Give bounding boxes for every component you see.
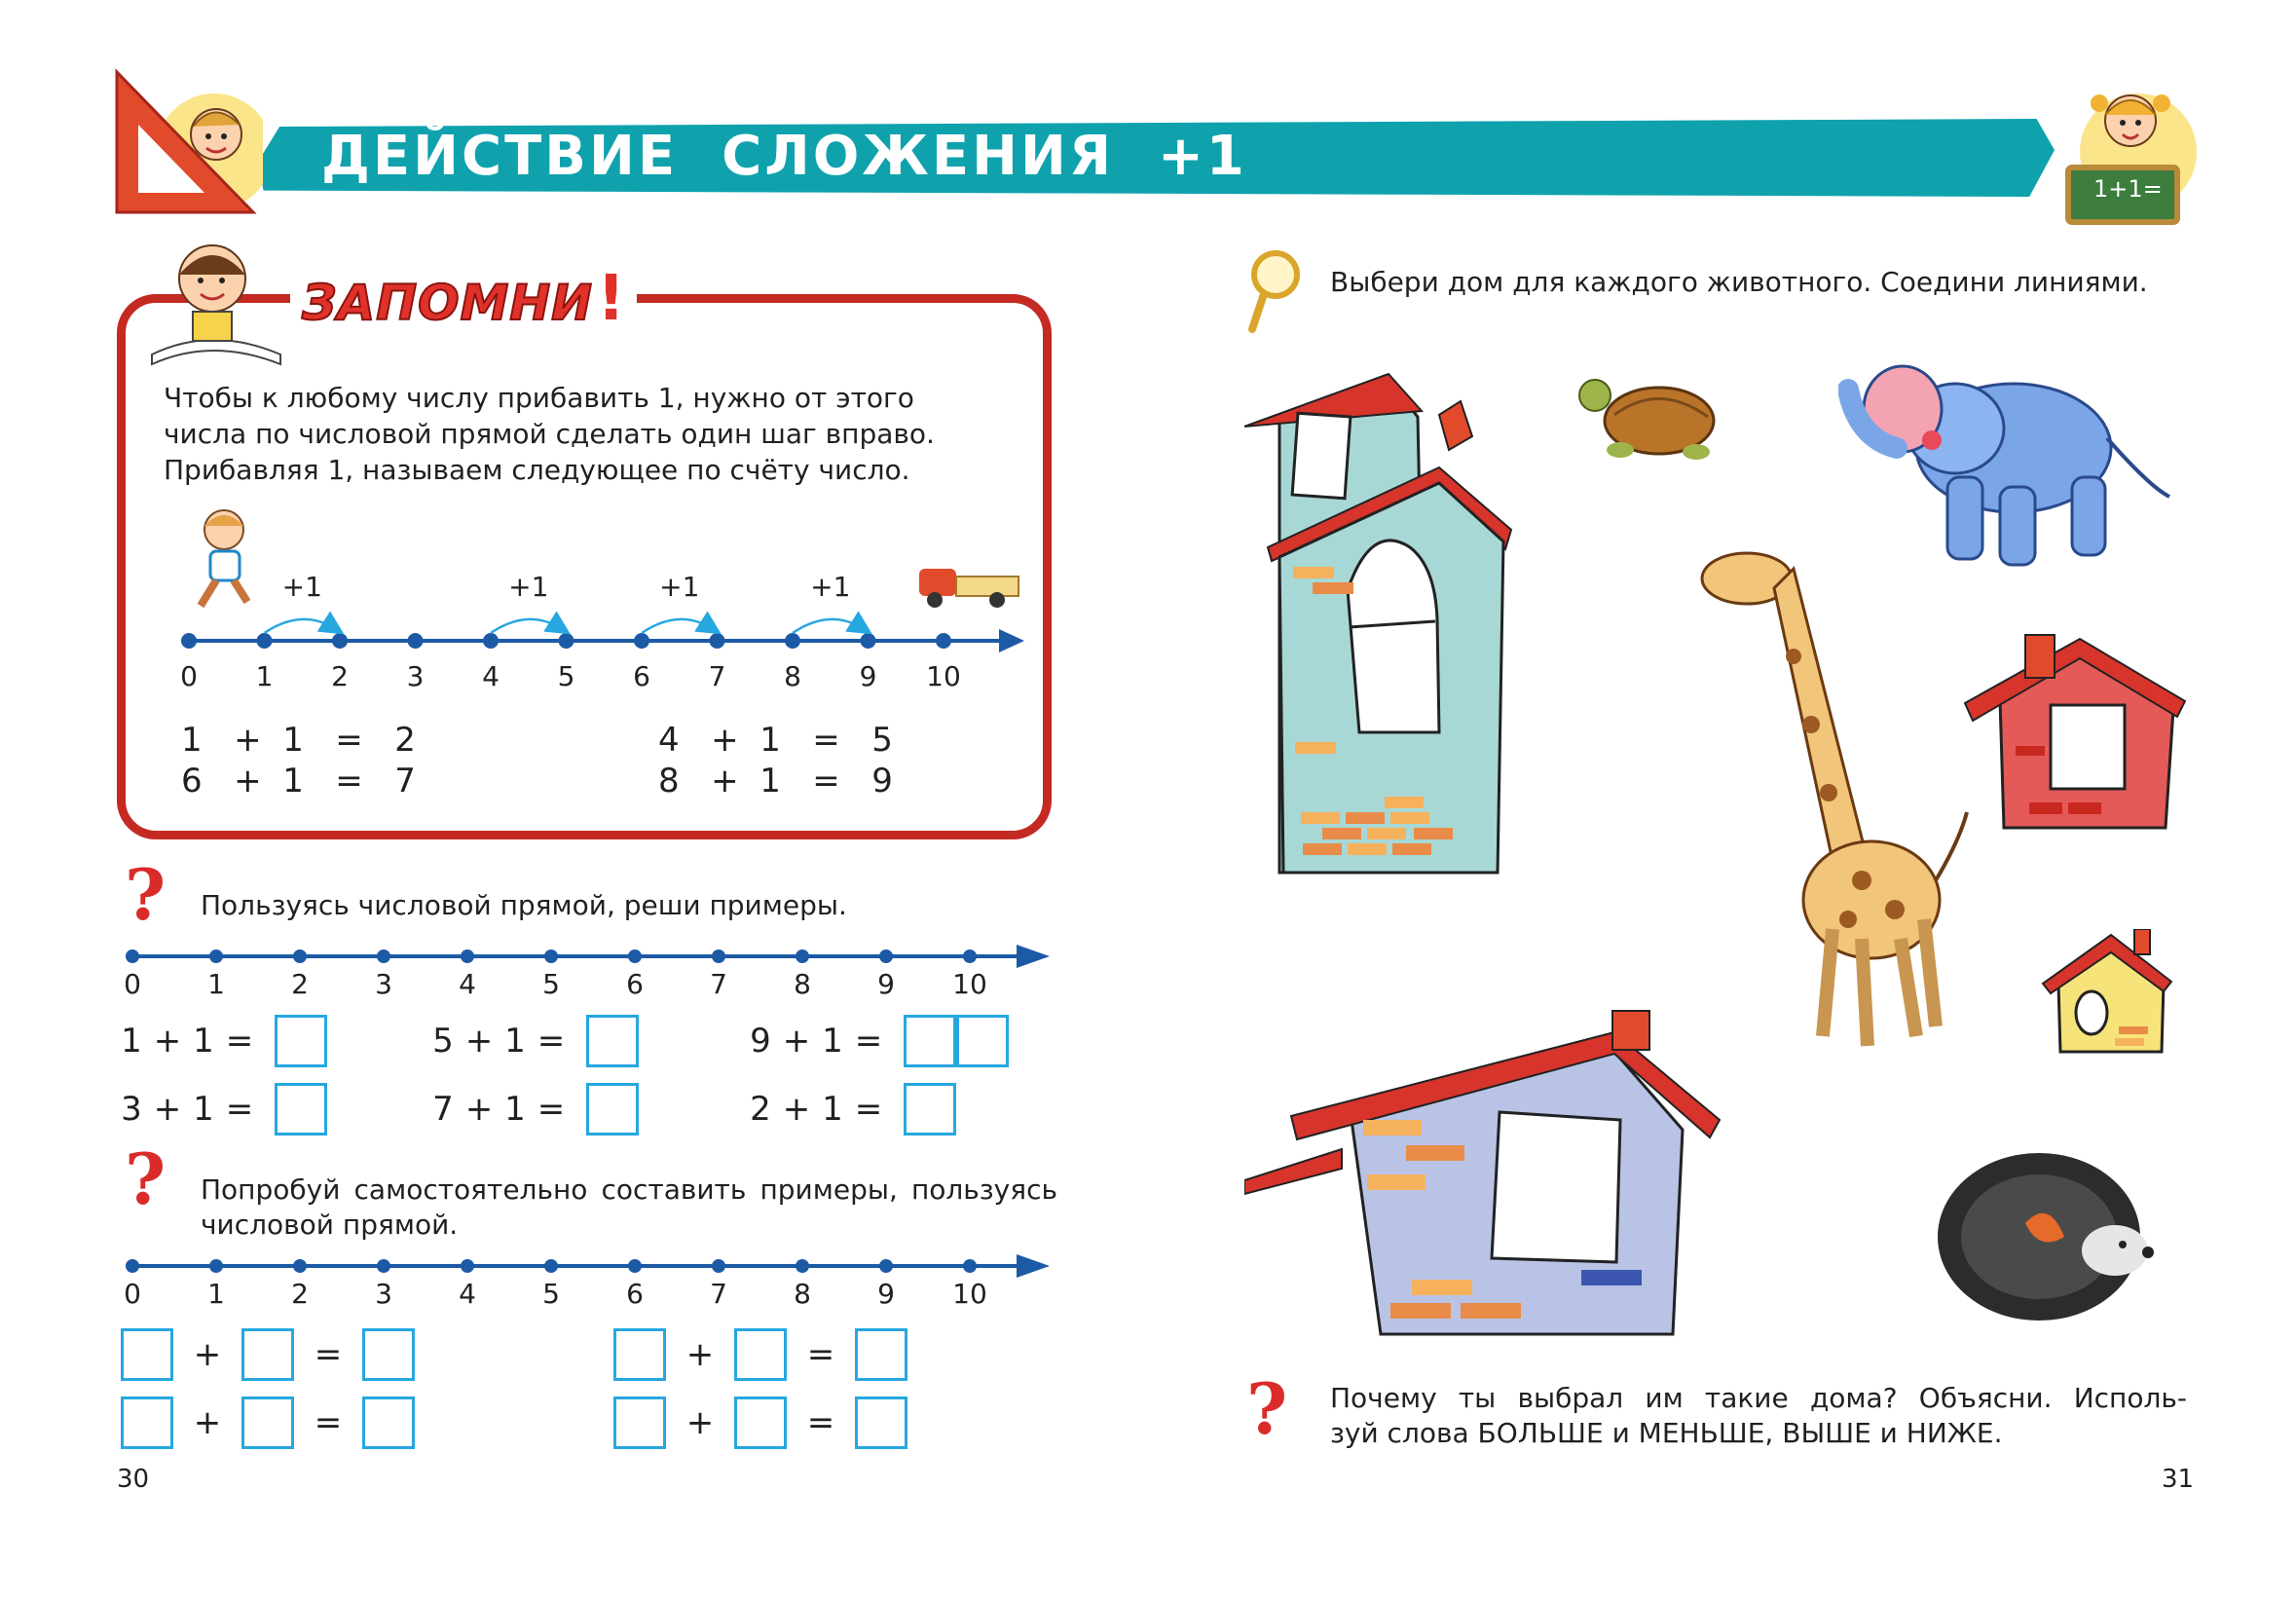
jump-arc — [793, 619, 865, 633]
number-line-label: 10 — [926, 660, 961, 692]
jump-arc — [642, 619, 714, 633]
answer-box[interactable] — [362, 1328, 415, 1381]
remember-word: ЗАПОМНИ — [302, 275, 594, 331]
red-house — [1961, 631, 2189, 836]
number-line-label: 4 — [459, 1278, 476, 1310]
number-line-label: 3 — [375, 968, 392, 1000]
number-line-tick — [879, 949, 893, 963]
magnifier-icon — [1246, 249, 1301, 333]
number-line-label: 1 — [207, 1278, 225, 1310]
number-line-label: 4 — [459, 968, 476, 1000]
problem: 9 + 1 = — [746, 1013, 1009, 1069]
answer-box[interactable] — [855, 1396, 907, 1449]
blank-problem: + = — [613, 1395, 907, 1451]
remember-heading — [290, 263, 637, 335]
wide-house — [1244, 1003, 1731, 1344]
yellow-birdhouse — [2039, 929, 2175, 1056]
number-line-tick — [936, 633, 951, 649]
number-line-tick — [544, 1259, 558, 1273]
number-line-label: 3 — [406, 660, 425, 692]
number-line-tick — [544, 949, 558, 963]
jump-label: +1 — [810, 571, 851, 603]
page-number-right: 31 — [2162, 1465, 2195, 1494]
problem: 2 + 1 = — [746, 1081, 956, 1137]
number-line-label: 9 — [859, 660, 877, 692]
task2-text: Попробуй самостоятельно составить примеры, пользуясь числовой прямой. — [201, 1173, 1057, 1241]
number-line-tick — [257, 633, 273, 649]
task2-number-labels — [121, 1278, 1055, 1317]
question-mark-icon: ? — [1246, 1367, 1288, 1450]
problem: 3 + 1 = — [117, 1081, 327, 1137]
number-line-label: 1 — [207, 968, 225, 1000]
exclamation-icon: ! — [597, 263, 626, 335]
number-line-tick — [710, 633, 725, 649]
number-line-tick — [209, 949, 223, 963]
number-line-label: 5 — [542, 1278, 560, 1310]
number-line-label: 7 — [710, 968, 727, 1000]
number-line-label: 6 — [626, 1278, 644, 1310]
girl-reading-icon — [144, 232, 290, 368]
number-line-tick — [796, 1259, 809, 1273]
jump-label: +1 — [281, 571, 322, 603]
answer-box[interactable] — [613, 1396, 666, 1449]
task3-text: Выбери дом для каждого животного. Соедини линиями. — [1330, 266, 2148, 298]
number-line-label: 4 — [482, 660, 500, 692]
example-row: 8 + 1 = 9 — [658, 762, 893, 800]
board-text: 1+1= — [2093, 175, 2163, 203]
blank-problem: + = — [121, 1395, 415, 1451]
answer-box[interactable] — [613, 1328, 666, 1381]
number-line-tick — [628, 1259, 642, 1273]
number-line-tick — [332, 633, 348, 649]
answer-box[interactable] — [275, 1083, 327, 1136]
number-line-tick — [963, 949, 977, 963]
number-line-label: 2 — [331, 660, 349, 692]
answer-box-ones[interactable] — [956, 1015, 1009, 1067]
number-line-tick — [126, 949, 139, 963]
answer-box[interactable] — [275, 1015, 327, 1067]
number-line-tick — [377, 949, 390, 963]
jump-labels — [175, 571, 1032, 610]
remember-line: Чтобы к любому числу прибавить 1, нужно от этого — [164, 382, 914, 414]
task1-text: Пользуясь числовой прямой, реши примеры. — [201, 889, 847, 921]
number-line-label: 0 — [124, 1278, 141, 1310]
remember-line: Прибавляя 1, называем следующее по счёту число. — [164, 454, 910, 486]
tall-house — [1244, 366, 1517, 882]
problem: 1 + 1 = — [117, 1013, 327, 1069]
giraffe-image — [1686, 510, 1969, 1056]
number-line-label: 0 — [124, 968, 141, 1000]
number-line-tick — [293, 949, 307, 963]
girl-with-board-icon — [2062, 74, 2199, 230]
answer-box[interactable] — [241, 1396, 294, 1449]
number-line-label: 7 — [710, 1278, 727, 1310]
number-line-tick — [785, 633, 800, 649]
number-line-label: 7 — [708, 660, 726, 692]
task4-text: Почему ты выбрал им такие дома? Объясни. Исполь- зуй слова БОЛЬШЕ и МЕНЬШЕ, ВЫШЕ и НИЖЕ. — [1330, 1382, 2187, 1449]
number-line-tick — [861, 633, 876, 649]
number-line-label: 2 — [291, 968, 309, 1000]
remember-number-labels — [175, 660, 1032, 699]
number-line-tick — [628, 949, 642, 963]
number-line-tick — [712, 949, 725, 963]
number-line-tick — [293, 1259, 307, 1273]
answer-box[interactable] — [734, 1396, 787, 1449]
number-line-label: 3 — [375, 1278, 392, 1310]
example-row: 6 + 1 = 7 — [181, 762, 416, 800]
number-line-tick — [461, 949, 474, 963]
number-line-tick — [712, 1259, 725, 1273]
number-line-label: 2 — [291, 1278, 309, 1310]
number-line-tick — [209, 1259, 223, 1273]
number-line-label: 8 — [794, 968, 811, 1000]
number-line-label: 5 — [542, 968, 560, 1000]
triangle-ruler-icon — [107, 64, 263, 220]
number-line-tick — [634, 633, 649, 649]
task1-number-labels — [121, 968, 1055, 1007]
answer-box[interactable] — [362, 1396, 415, 1449]
number-line-tick — [559, 633, 574, 649]
number-line-tick — [126, 1259, 139, 1273]
answer-box[interactable] — [904, 1083, 956, 1136]
example-row: 4 + 1 = 5 — [658, 721, 893, 760]
number-line-label: 1 — [255, 660, 274, 692]
hedgehog-image — [1932, 1130, 2166, 1324]
remember-text — [164, 380, 1013, 488]
jump-arc — [265, 619, 337, 633]
answer-box-tens[interactable] — [904, 1015, 956, 1067]
turtle-image — [1572, 362, 1727, 469]
answer-box[interactable] — [586, 1015, 639, 1067]
answer-box[interactable] — [241, 1328, 294, 1381]
answer-box[interactable] — [121, 1396, 173, 1449]
problem: 5 + 1 = — [428, 1013, 639, 1069]
number-line-tick — [461, 1259, 474, 1273]
blank-problem: + = — [613, 1326, 907, 1383]
number-line-label: 5 — [557, 660, 575, 692]
answer-box[interactable] — [855, 1328, 907, 1381]
page-number-left: 30 — [117, 1465, 150, 1494]
number-line-tick — [181, 633, 197, 649]
number-line-label: 9 — [877, 968, 895, 1000]
number-line-label: 8 — [794, 1278, 811, 1310]
number-line-tick — [408, 633, 424, 649]
number-line-tick — [879, 1259, 893, 1273]
answer-box[interactable] — [586, 1083, 639, 1136]
jump-label: +1 — [659, 571, 700, 603]
number-line-label: 6 — [626, 968, 644, 1000]
example-row: 1 + 1 = 2 — [181, 721, 416, 760]
page-title: ДЕЙСТВИЕ СЛОЖЕНИЯ +1 — [321, 125, 1247, 188]
question-mark-icon: ? — [125, 1137, 167, 1220]
number-line-label: 0 — [180, 660, 198, 692]
number-line-label: 6 — [633, 660, 650, 692]
number-line-label: 9 — [877, 1278, 895, 1310]
blank-problem: + = — [121, 1326, 415, 1383]
number-line-label: 10 — [952, 968, 987, 1000]
number-line-label: 8 — [784, 660, 801, 692]
number-line-label: 10 — [952, 1278, 987, 1310]
jump-arc — [491, 619, 563, 633]
answer-box[interactable] — [734, 1328, 787, 1381]
number-line-tick — [377, 1259, 390, 1273]
question-mark-icon: ? — [125, 853, 167, 936]
jump-label: +1 — [508, 571, 549, 603]
number-line-tick — [963, 1259, 977, 1273]
answer-box[interactable] — [121, 1328, 173, 1381]
problem: 7 + 1 = — [428, 1081, 639, 1137]
number-line-tick — [483, 633, 499, 649]
number-line-tick — [796, 949, 809, 963]
remember-line: числа по числовой прямой сделать один шаг вправо. — [164, 418, 935, 450]
